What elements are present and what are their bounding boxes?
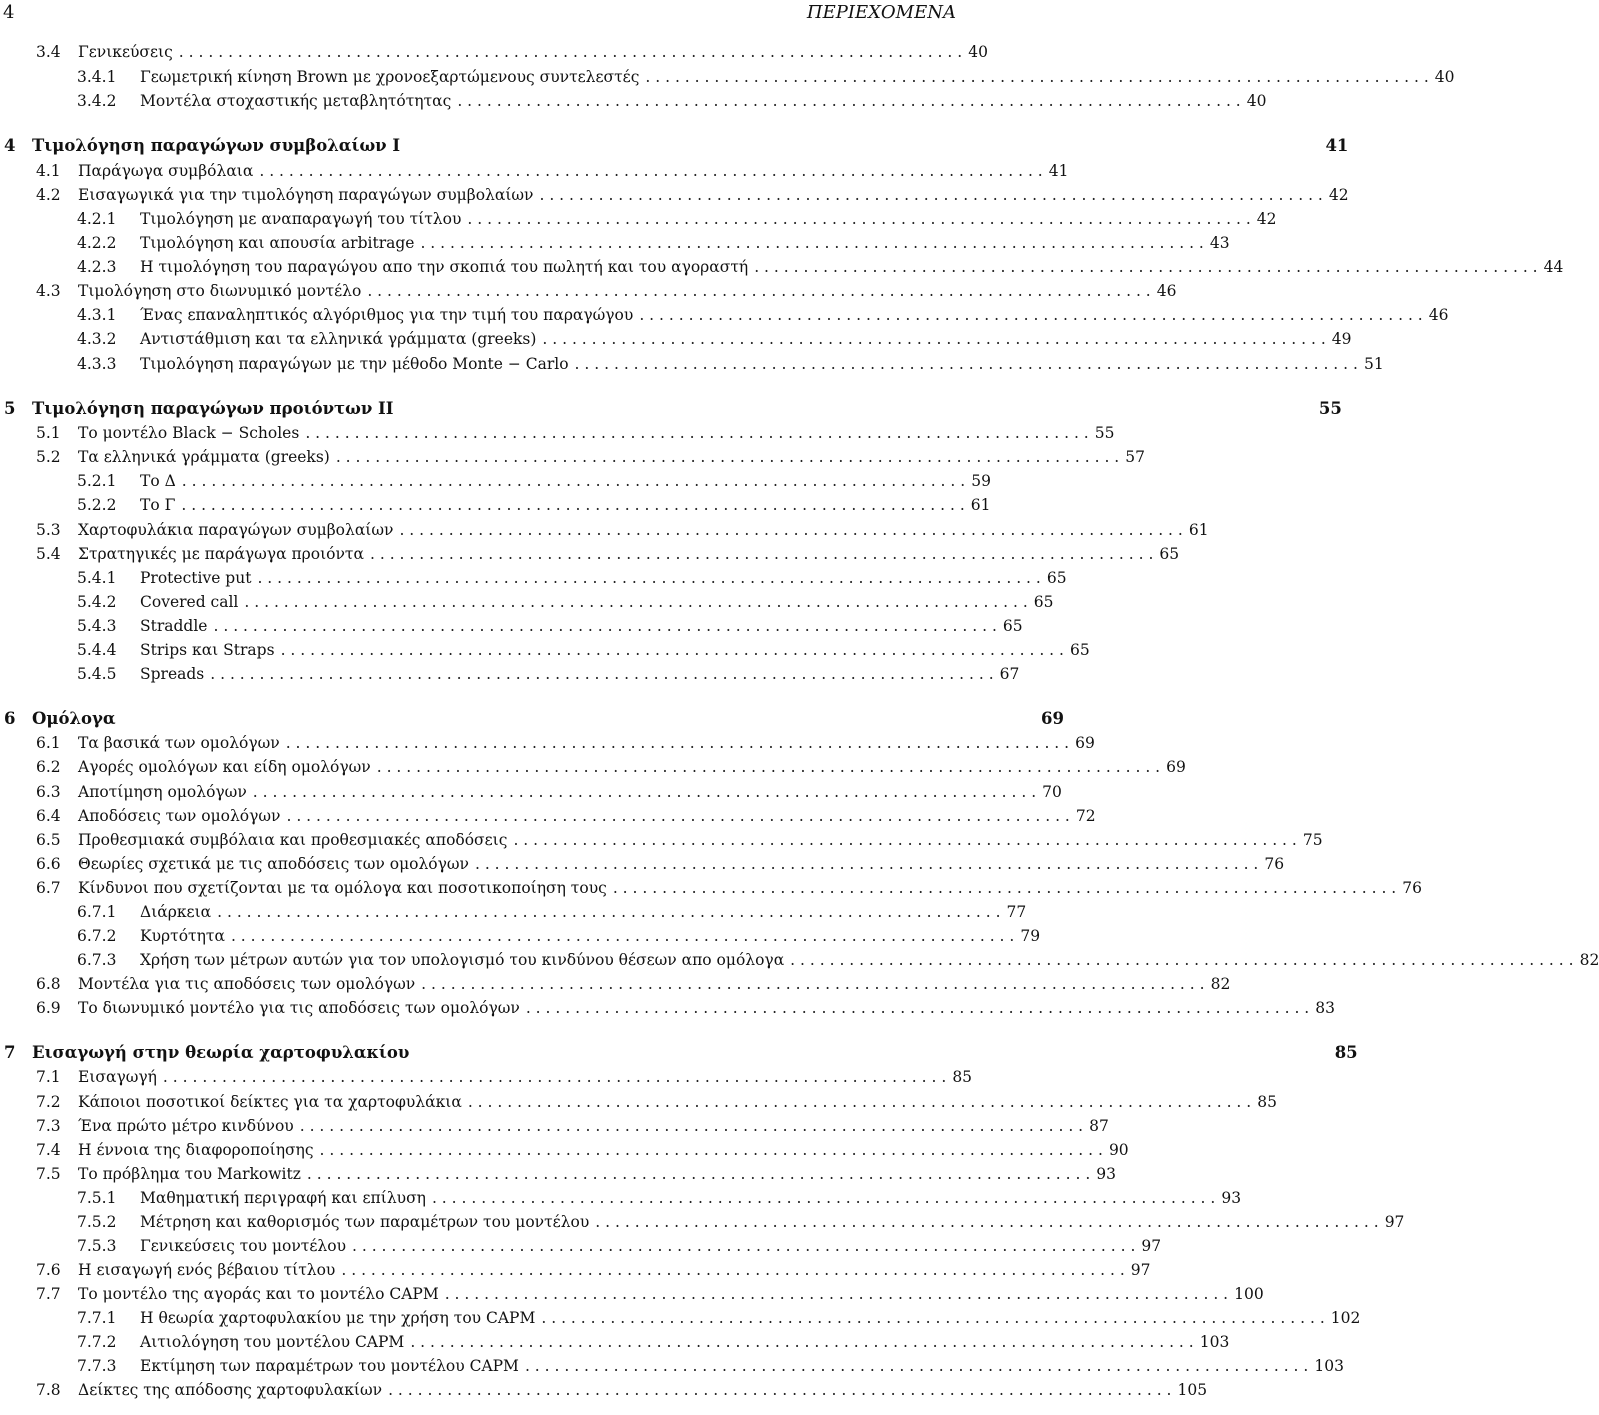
toc-page-number: 105 bbox=[1177, 1381, 1208, 1399]
toc-number: 6.8 bbox=[36, 975, 61, 993]
dot-leader: . . . . . . . . . . . . . . . . . . . . . . . . . . . . . . . . . . . . . . . . . . . . . . . . . . . . . . . . . . . . . . . . . . . . . . . . . . . . . . . . bbox=[467, 1093, 1252, 1111]
toc-number: 5.4 bbox=[36, 545, 61, 563]
toc-page-number: 61 bbox=[1188, 521, 1209, 539]
dot-leader: . . . . . . . . . . . . . . . . . . . . . . . . . . . . . . . . . . . . . . . . . . . . . . . . . . . . . . . . . . . . . . . . . . . . . . . . . . . . . . . . bbox=[525, 999, 1310, 1017]
toc-subsection[interactable] bbox=[77, 256, 1564, 278]
toc-title: Τιμολόγηση με αναπαραγωγή του τίτλου bbox=[140, 210, 462, 228]
toc-page-number: 46 bbox=[1428, 306, 1449, 324]
toc-subsection[interactable] bbox=[77, 1355, 1344, 1377]
dot-leader: . . . . . . . . . . . . . . . . . . . . . . . . . . . . . . . . . . . . . . . . . . . . . . . . . . . . . . . . . . . . . . . . . . . . . . . . . . . . . . . . bbox=[410, 1333, 1194, 1351]
toc-section[interactable] bbox=[36, 781, 1062, 803]
toc-page-number: 65 bbox=[1069, 641, 1090, 659]
toc-number: 7.3 bbox=[36, 1117, 61, 1135]
toc-subsection[interactable] bbox=[77, 470, 991, 492]
dot-leader: . . . . . . . . . . . . . . . . . . . . . . . . . . . . . . . . . . . . . . . . . . . . . . . . . . . . . . . . . . . . . . . . . . . . . . . . . . . . . . . . bbox=[213, 617, 997, 635]
toc-title: Τα βασικά των ομολόγων bbox=[78, 734, 280, 752]
toc-number: 6.5 bbox=[36, 831, 61, 849]
dot-leader: . . . . . . . . . . . . . . . . . . . . . . . . . . . . . . . . . . . . . . . . . . . . . . . . . . . . . . . . . . . . . . . . . . . . . . . . . . . . . . . . bbox=[421, 975, 1205, 993]
toc-number: 5.4.4 bbox=[77, 641, 117, 659]
toc-section[interactable] bbox=[36, 805, 1096, 827]
toc-title: Γενικεύσεις bbox=[78, 43, 173, 61]
dot-leader: . . . . . . . . . . . . . . . . . . . . . . . . . . . . . . . . . . . . . . . . . . . . . . . . . . . . . . . . . . . . . . . . . . . . . . . . . . . . . . . . bbox=[257, 569, 1041, 587]
toc-number: 4 bbox=[4, 136, 16, 155]
toc-number: 5 bbox=[4, 399, 16, 418]
toc-title: Ομόλογα bbox=[32, 709, 116, 728]
toc-section[interactable] bbox=[36, 280, 1177, 302]
toc-page-number: 85 bbox=[1334, 1043, 1358, 1062]
toc-subsection[interactable] bbox=[77, 494, 991, 516]
toc-subsection[interactable] bbox=[77, 1211, 1405, 1233]
toc-title: Κίνδυνοι που σχετίζονται με τα ομόλογα και ποσοτικοποίηση τους bbox=[78, 879, 607, 897]
toc-number: 4.3.1 bbox=[77, 306, 117, 324]
toc-title: Κυρτότητα bbox=[140, 927, 225, 945]
toc-number: 7.7 bbox=[36, 1285, 61, 1303]
dot-leader: . . . . . . . . . . . . . . . . . . . . . . . . . . . . . . . . . . . . . . . . . . . . . . . . . . . . . . . . . . . . . . . . . . . . . . . . . . . . . . . . bbox=[474, 855, 1259, 873]
toc-section[interactable] bbox=[36, 853, 1285, 875]
page-number: 4 bbox=[3, 2, 15, 23]
toc-page-number: 69 bbox=[1166, 758, 1186, 776]
dot-leader: . . . . . . . . . . . . . . . . . . . . . . . . . . . . . . . . . . . . . . . . . . . . . . . . . . . . . . . . . . . . . . . . . . . . . . . . . . . . . . . . bbox=[754, 258, 1538, 276]
toc-chapter[interactable] bbox=[4, 1042, 1358, 1064]
toc-number: 5.3 bbox=[36, 521, 61, 539]
dot-leader: . . . . . . . . . . . . . . . . . . . . . . . . . . . . . . . . . . . . . . . . . . . . . . . . . . . . . . . . . . . . . . . . . . . . . . . . . . . . . . . . bbox=[230, 927, 1015, 945]
toc-subsection[interactable] bbox=[77, 1187, 1242, 1209]
toc-number: 7.5.2 bbox=[77, 1213, 117, 1231]
toc-number: 6.4 bbox=[36, 807, 61, 825]
toc-subsection[interactable] bbox=[77, 66, 1455, 88]
dot-leader: . . . . . . . . . . . . . . . . . . . . . . . . . . . . . . . . . . . . . . . . . . . . . . . . . . . . . . . . . . . . . . . . . . . . . . . . . . . . . . . . bbox=[210, 665, 994, 683]
toc-page-number: 57 bbox=[1125, 448, 1145, 466]
toc-title: Spreads bbox=[140, 665, 205, 683]
toc-subsection[interactable] bbox=[77, 615, 1023, 637]
toc-page-number: 46 bbox=[1156, 282, 1177, 300]
toc-title: Μοντέλα στοχαστικής μεταβλητότητας bbox=[140, 92, 452, 110]
toc-page-number: 85 bbox=[1257, 1093, 1277, 1111]
toc-subsection[interactable] bbox=[77, 328, 1352, 350]
dot-leader: . . . . . . . . . . . . . . . . . . . . . . . . . . . . . . . . . . . . . . . . . . . . . . . . . . . . . . . . . . . . . . . . . . . . . . . . . . . . . . . . bbox=[259, 162, 1043, 180]
toc-section[interactable] bbox=[36, 446, 1145, 468]
toc-title: Το μοντέλο Black − Scholes bbox=[78, 424, 300, 442]
toc-page-number: 82 bbox=[1210, 975, 1231, 993]
toc-page-number: 65 bbox=[1033, 593, 1054, 611]
toc-section[interactable] bbox=[36, 1115, 1109, 1137]
toc-title: Αποτίμηση ομολόγων bbox=[78, 783, 247, 801]
toc-number: 5.2.2 bbox=[77, 496, 117, 514]
toc-page-number: 59 bbox=[971, 472, 991, 490]
dot-leader: . . . . . . . . . . . . . . . . . . . . . . . . . . . . . . . . . . . . . . . . . . . . . . . . . . . . . . . . . . . . . . . . . . . . . . . . . . . . . . . . bbox=[319, 1141, 1103, 1159]
toc-number: 4.3 bbox=[36, 282, 61, 300]
toc-page-number: 79 bbox=[1020, 927, 1041, 945]
toc-title: Τιμολόγηση παραγώγων προιόντων II bbox=[32, 399, 394, 418]
toc-number: 4.2 bbox=[36, 186, 61, 204]
toc-subsection[interactable] bbox=[77, 925, 1041, 947]
toc-page-number: 93 bbox=[1096, 1165, 1117, 1183]
toc-title: Γενικεύσεις του μοντέλου bbox=[140, 1237, 346, 1255]
toc-title: Ένας επαναληπτικός αλγόριθμος για την τιμή του παραγώγου bbox=[140, 306, 634, 324]
running-title: ΠΕΡΙΕΧΟΜΕΝΑ bbox=[806, 2, 956, 23]
toc-title: Χαρτοφυλάκια παραγώγων συμβολαίων bbox=[78, 521, 394, 539]
toc-number: 7.6 bbox=[36, 1261, 61, 1279]
toc-title: Εκτίμηση των παραμέτρων του μοντέλου CAPM bbox=[140, 1357, 519, 1375]
toc-number: 7.7.1 bbox=[77, 1309, 117, 1327]
toc-number: 4.2.3 bbox=[77, 258, 117, 276]
dot-leader: . . . . . . . . . . . . . . . . . . . . . . . . . . . . . . . . . . . . . . . . . . . . . . . . . . . . . . . . . . . . . . . . . . . . . . . . . . . . . . . . bbox=[542, 330, 1326, 348]
toc-number: 3.4.2 bbox=[77, 92, 117, 110]
toc-number: 5.4.5 bbox=[77, 665, 117, 683]
dot-leader: . . . . . . . . . . . . . . . . . . . . . . . . . . . . . . . . . . . . . . . . . . . . . . . . . . . . . . . . . . . . . . . . . . . . . . . . . . . . . . . . bbox=[306, 1165, 1091, 1183]
toc-page-number: 70 bbox=[1042, 783, 1062, 801]
toc-page-number: 97 bbox=[1141, 1237, 1162, 1255]
toc-page-number: 103 bbox=[1199, 1333, 1230, 1351]
toc-section[interactable] bbox=[36, 1259, 1151, 1281]
toc-page-number: 82 bbox=[1579, 951, 1599, 969]
toc-title: Μοντέλα για τις αποδόσεις των ομολόγων bbox=[78, 975, 416, 993]
toc-page-number: 44 bbox=[1543, 258, 1564, 276]
toc-section[interactable] bbox=[36, 1091, 1277, 1113]
toc-title: Γεωμετρική κίνηση Brown με χρονοεξαρτώμενους συντελεστές bbox=[140, 68, 640, 86]
toc-page-number: 76 bbox=[1402, 879, 1422, 897]
toc-title: Τιμολόγηση στο διωνυμικό μοντέλο bbox=[78, 282, 362, 300]
toc-number: 6.3 bbox=[36, 783, 61, 801]
toc-subsection[interactable] bbox=[77, 232, 1230, 254]
toc-title: Τα ελληνικά γράμματα (greeks) bbox=[78, 448, 330, 466]
toc-page-number: 100 bbox=[1234, 1285, 1264, 1303]
dot-leader: . . . . . . . . . . . . . . . . . . . . . . . . . . . . . . . . . . . . . . . . . . . . . . . . . . . . . . . . . . . . . . . . . . . . . . . . . . . . . . . . bbox=[790, 951, 1574, 969]
toc-section[interactable] bbox=[36, 997, 1335, 1019]
dot-leader: . . . . . . . . . . . . . . . . . . . . . . . . . . . . . . . . . . . . . . . . . . . . . . . . . . . . . . . . . . . . . . . . . . . . . . . . . . . . . . . . bbox=[420, 234, 1204, 252]
dot-leader: . . . . . . . . . . . . . . . . . . . . . . . . . . . . . . . . . . . . . . . . . . . . . . . . . . . . . . . . . . . . . . . . . . . . . . . . . . . . . . . . bbox=[285, 734, 1070, 752]
toc-title: Ένα πρώτο μέτρο κινδύνου bbox=[78, 1117, 294, 1135]
toc-section[interactable] bbox=[36, 1283, 1264, 1305]
toc-title: Παράγωγα συμβόλαια bbox=[78, 162, 254, 180]
toc-subsection[interactable] bbox=[77, 663, 1020, 685]
toc-number: 4.3.3 bbox=[77, 355, 117, 373]
toc-subsection[interactable] bbox=[77, 1307, 1361, 1329]
toc-page-number: 69 bbox=[1075, 734, 1095, 752]
toc-number: 6.2 bbox=[36, 758, 61, 776]
dot-leader: . . . . . . . . . . . . . . . . . . . . . . . . . . . . . . . . . . . . . . . . . . . . . . . . . . . . . . . . . . . . . . . . . . . . . . . . . . . . . . . . bbox=[299, 1117, 1084, 1135]
toc-number: 7.5.1 bbox=[77, 1189, 117, 1207]
toc-title: Η εισαγωγή ενός βέβαιου τίτλου bbox=[78, 1261, 336, 1279]
toc-title: Δείκτες της απόδοσης χαρτοφυλακίων bbox=[78, 1381, 383, 1399]
toc-title: Αντιστάθμιση και τα ελληνικά γράμματα (greeks) bbox=[140, 330, 537, 348]
dot-leader: . . . . . . . . . . . . . . . . . . . . . . . . . . . . . . . . . . . . . . . . . . . . . . . . . . . . . . . . . . . . . . . . . . . . . . . . . . . . . . . . bbox=[539, 186, 1323, 204]
toc-number: 7.1 bbox=[36, 1068, 61, 1086]
toc-page-number: 102 bbox=[1330, 1309, 1361, 1327]
toc-section[interactable] bbox=[36, 756, 1186, 778]
toc-section[interactable] bbox=[36, 1139, 1129, 1161]
toc-page-number: 43 bbox=[1209, 234, 1230, 252]
toc-page-number: 97 bbox=[1130, 1261, 1151, 1279]
toc-section[interactable] bbox=[36, 1066, 973, 1088]
toc-page-number: 90 bbox=[1108, 1141, 1129, 1159]
toc-title: Το διωνυμικό μοντέλο για τις αποδόσεις των ομολόγων bbox=[78, 999, 520, 1017]
dot-leader: . . . . . . . . . . . . . . . . . . . . . . . . . . . . . . . . . . . . . . . . . . . . . . . . . . . . . . . . . . . . . . . . . . . . . . . . . . . . . . . . bbox=[341, 1261, 1125, 1279]
toc-page-number: 77 bbox=[1006, 903, 1027, 921]
toc-page-number: 103 bbox=[1314, 1357, 1344, 1375]
toc-page-number: 40 bbox=[1434, 68, 1455, 86]
toc-page-number: 42 bbox=[1328, 186, 1349, 204]
dot-leader: . . . . . . . . . . . . . . . . . . . . . . . . . . . . . . . . . . . . . . . . . . . . . . . . . . . . . . . . . . . . . . . . . . . . . . . . . . . . . . . . bbox=[335, 448, 1120, 466]
toc-number: 6.7.2 bbox=[77, 927, 117, 945]
toc-page-number: 55 bbox=[1318, 399, 1342, 418]
toc-number: 5.4.2 bbox=[77, 593, 117, 611]
dot-leader: . . . . . . . . . . . . . . . . . . . . . . . . . . . . . . . . . . . . . . . . . . . . . . . . . . . . . . . . . . . . . . . . . . . . . . . . . . . . . . . . bbox=[280, 641, 1064, 659]
toc-number: 6 bbox=[4, 709, 16, 728]
toc-page-number: 76 bbox=[1264, 855, 1285, 873]
toc-section[interactable] bbox=[36, 160, 1069, 182]
toc-subsection[interactable] bbox=[77, 304, 1449, 326]
toc-page-number: 42 bbox=[1256, 210, 1277, 228]
dot-leader: . . . . . . . . . . . . . . . . . . . . . . . . . . . . . . . . . . . . . . . . . . . . . . . . . . . . . . . . . . . . . . . . . . . . . . . . . . . . . . . . bbox=[217, 903, 1001, 921]
toc-subsection[interactable] bbox=[77, 208, 1277, 230]
toc-title: Τιμολόγηση παραγώγων συμβολαίων I bbox=[32, 136, 401, 155]
toc-section[interactable] bbox=[36, 422, 1115, 444]
toc-page-number: 87 bbox=[1089, 1117, 1109, 1135]
toc-subsection[interactable] bbox=[77, 90, 1267, 112]
toc-page-number: 41 bbox=[1048, 162, 1069, 180]
dot-leader: . . . . . . . . . . . . . . . . . . . . . . . . . . . . . . . . . . . . . . . . . . . . . . . . . . . . . . . . . . . . . . . . . . . . . . . . . . . . . . . . bbox=[244, 593, 1028, 611]
toc-number: 4.3.2 bbox=[77, 330, 117, 348]
toc-number: 6.7 bbox=[36, 879, 61, 897]
toc-chapter[interactable] bbox=[4, 135, 1349, 157]
toc-title: Η τιμολόγηση του παραγώγου απο την σκοπιά του πωλητή και του αγοραστή bbox=[140, 258, 749, 276]
toc-page-number: 85 bbox=[952, 1068, 973, 1086]
toc-title: Τιμολόγηση και απουσία arbitrage bbox=[140, 234, 415, 252]
toc-page-number: 97 bbox=[1384, 1213, 1405, 1231]
toc-page-number: 83 bbox=[1315, 999, 1335, 1017]
toc-page-number: 65 bbox=[1046, 569, 1067, 587]
toc-section[interactable] bbox=[36, 519, 1209, 541]
toc-subsection[interactable] bbox=[77, 353, 1384, 375]
toc-title: Μαθηματική περιγραφή και επίλυση bbox=[140, 1189, 426, 1207]
toc-page-number: 67 bbox=[999, 665, 1020, 683]
toc-page-number: 75 bbox=[1302, 831, 1323, 849]
toc-subsection[interactable] bbox=[77, 1235, 1162, 1257]
toc-page-number: 72 bbox=[1075, 807, 1096, 825]
toc-section[interactable] bbox=[36, 184, 1349, 206]
dot-leader: . . . . . . . . . . . . . . . . . . . . . . . . . . . . . . . . . . . . . . . . . . . . . . . . . . . . . . . . . . . . . . . . . . . . . . . . . . . . . . . . bbox=[286, 807, 1070, 825]
toc-section[interactable] bbox=[36, 543, 1180, 565]
toc-page-number: 40 bbox=[1246, 92, 1267, 110]
toc-page-number: 65 bbox=[1159, 545, 1180, 563]
dot-leader: . . . . . . . . . . . . . . . . . . . . . . . . . . . . . . . . . . . . . . . . . . . . . . . . . . . . . . . . . . . . . . . . . . . . . . . . . . . . . . . . bbox=[367, 282, 1151, 300]
toc-number: 3.4 bbox=[36, 43, 61, 61]
dot-leader: . . . . . . . . . . . . . . . . . . . . . . . . . . . . . . . . . . . . . . . . . . . . . . . . . . . . . . . . . . . . . . . . . . . . . . . . . . . . . . . . bbox=[595, 1213, 1379, 1231]
toc-subsection[interactable] bbox=[77, 949, 1599, 971]
dot-leader: . . . . . . . . . . . . . . . . . . . . . . . . . . . . . . . . . . . . . . . . . . . . . . . . . . . . . . . . . . . . . . . . . . . . . . . . . . . . . . . . bbox=[612, 879, 1397, 897]
toc-page-number: 49 bbox=[1331, 330, 1352, 348]
toc-title: Προθεσμιακά συμβόλαια και προθεσμιακές αποδόσεις bbox=[78, 831, 508, 849]
toc-title: Μέτρηση και καθορισμός των παραμέτρων του μοντέλου bbox=[140, 1213, 590, 1231]
toc-number: 7.7.2 bbox=[77, 1333, 117, 1351]
toc-section[interactable] bbox=[36, 973, 1231, 995]
toc-page-number: 51 bbox=[1363, 355, 1384, 373]
dot-leader: . . . . . . . . . . . . . . . . . . . . . . . . . . . . . . . . . . . . . . . . . . . . . . . . . . . . . . . . . . . . . . . . . . . . . . . . . . . . . . . . bbox=[513, 831, 1297, 849]
toc-title: Αιτιολόγηση του μοντέλου CAPM bbox=[140, 1333, 405, 1351]
toc-title: Αγορές ομολόγων και είδη ομολόγων bbox=[78, 758, 371, 776]
toc-number: 7.8 bbox=[36, 1381, 61, 1399]
dot-leader: . . . . . . . . . . . . . . . . . . . . . . . . . . . . . . . . . . . . . . . . . . . . . . . . . . . . . . . . . . . . . . . . . . . . . . . . . . . . . . . . bbox=[252, 783, 1037, 801]
toc-number: 6.7.3 bbox=[77, 951, 117, 969]
dot-leader: . . . . . . . . . . . . . . . . . . . . . . . . . . . . . . . . . . . . . . . . . . . . . . . . . . . . . . . . . . . . . . . . . . . . . . . . . . . . . . . . bbox=[178, 43, 963, 61]
toc-title: Straddle bbox=[140, 617, 208, 635]
dot-leader: . . . . . . . . . . . . . . . . . . . . . . . . . . . . . . . . . . . . . . . . . . . . . . . . . . . . . . . . . . . . . . . . . . . . . . . . . . . . . . . . bbox=[388, 1381, 1172, 1399]
dot-leader: . . . . . . . . . . . . . . . . . . . . . . . . . . . . . . . . . . . . . . . . . . . . . . . . . . . . . . . . . . . . . . . . . . . . . . . . . . . . . . . . bbox=[431, 1189, 1216, 1207]
toc-title: Εισαγωγή στην θεωρία χαρτοφυλακίου bbox=[32, 1043, 410, 1062]
toc-title: Χρήση των μέτρων αυτών για τον υπολογισμό του κινδύνου θέσεων απο ομόλογα bbox=[140, 951, 785, 969]
toc-number: 7.5 bbox=[36, 1165, 61, 1183]
toc-number: 6.6 bbox=[36, 855, 61, 873]
toc-title: Αποδόσεις των ομολόγων bbox=[78, 807, 281, 825]
toc-section[interactable] bbox=[36, 41, 988, 63]
toc-page-number: 69 bbox=[1040, 709, 1064, 728]
toc-number: 6.7.1 bbox=[77, 903, 117, 921]
dot-leader: . . . . . . . . . . . . . . . . . . . . . . . . . . . . . . . . . . . . . . . . . . . . . . . . . . . . . . . . . . . . . . . . . . . . . . . . . . . . . . . . bbox=[369, 545, 1154, 563]
toc-title: Στρατηγικές με παράγωγα προιόντα bbox=[78, 545, 364, 563]
dot-leader: . . . . . . . . . . . . . . . . . . . . . . . . . . . . . . . . . . . . . . . . . . . . . . . . . . . . . . . . . . . . . . . . . . . . . . . . . . . . . . . . bbox=[574, 355, 1358, 373]
dot-leader: . . . . . . . . . . . . . . . . . . . . . . . . . . . . . . . . . . . . . . . . . . . . . . . . . . . . . . . . . . . . . . . . . . . . . . . . . . . . . . . . bbox=[639, 306, 1423, 324]
dot-leader: . . . . . . . . . . . . . . . . . . . . . . . . . . . . . . . . . . . . . . . . . . . . . . . . . . . . . . . . . . . . . . . . . . . . . . . . . . . . . . . . bbox=[541, 1309, 1325, 1327]
toc-section[interactable] bbox=[36, 1379, 1208, 1401]
toc-section[interactable] bbox=[36, 829, 1323, 851]
dot-leader: . . . . . . . . . . . . . . . . . . . . . . . . . . . . . . . . . . . . . . . . . . . . . . . . . . . . . . . . . . . . . . . . . . . . . . . . . . . . . . . . bbox=[399, 521, 1183, 539]
toc-title: Protective put bbox=[140, 569, 252, 587]
toc-page-number: 93 bbox=[1221, 1189, 1242, 1207]
toc-title: Η θεωρία χαρτοφυλακίου με την χρήση του CAPM bbox=[140, 1309, 536, 1327]
toc-number: 7.2 bbox=[36, 1093, 61, 1111]
dot-leader: . . . . . . . . . . . . . . . . . . . . . . . . . . . . . . . . . . . . . . . . . . . . . . . . . . . . . . . . . . . . . . . . . . . . . . . . . . . . . . . . bbox=[457, 92, 1241, 110]
toc-title: Εισαγωγικά για την τιμολόγηση παραγώγων συμβολαίων bbox=[78, 186, 534, 204]
toc-title: Θεωρίες σχετικά με τις αποδόσεις των ομολόγων bbox=[78, 855, 469, 873]
toc-section[interactable] bbox=[36, 732, 1095, 754]
dot-leader: . . . . . . . . . . . . . . . . . . . . . . . . . . . . . . . . . . . . . . . . . . . . . . . . . . . . . . . . . . . . . . . . . . . . . . . . . . . . . . . . bbox=[352, 1237, 1136, 1255]
toc-page-number: 65 bbox=[1002, 617, 1023, 635]
toc-number: 3.4.1 bbox=[77, 68, 117, 86]
toc-page-number: 55 bbox=[1094, 424, 1115, 442]
toc-page-number: 41 bbox=[1325, 136, 1349, 155]
dot-leader: . . . . . . . . . . . . . . . . . . . . . . . . . . . . . . . . . . . . . . . . . . . . . . . . . . . . . . . . . . . . . . . . . . . . . . . . . . . . . . . . bbox=[444, 1285, 1229, 1303]
dot-leader: . . . . . . . . . . . . . . . . . . . . . . . . . . . . . . . . . . . . . . . . . . . . . . . . . . . . . . . . . . . . . . . . . . . . . . . . . . . . . . . . bbox=[524, 1357, 1309, 1375]
toc-number: 7.4 bbox=[36, 1141, 61, 1159]
toc-title: Κάποιοι ποσοτικοί δείκτες για τα χαρτοφυλάκια bbox=[78, 1093, 462, 1111]
toc-title: Διάρκεια bbox=[140, 903, 212, 921]
toc-number: 7.7.3 bbox=[77, 1357, 117, 1375]
toc-subsection[interactable] bbox=[77, 639, 1090, 661]
toc-number: 5.1 bbox=[36, 424, 61, 442]
toc-page-number: 61 bbox=[970, 496, 991, 514]
toc-number: 4.2.2 bbox=[77, 234, 117, 252]
toc-chapter[interactable] bbox=[4, 398, 1342, 420]
toc-subsection[interactable] bbox=[77, 567, 1067, 589]
toc-number: 7.5.3 bbox=[77, 1237, 117, 1255]
toc-title: Το Γ bbox=[140, 496, 176, 514]
toc-number: 4.2.1 bbox=[77, 210, 117, 228]
toc-title: Το πρόβλημα του Markowitz bbox=[78, 1165, 301, 1183]
toc-title: Εισαγωγή bbox=[78, 1068, 157, 1086]
dot-leader: . . . . . . . . . . . . . . . . . . . . . . . . . . . . . . . . . . . . . . . . . . . . . . . . . . . . . . . . . . . . . . . . . . . . . . . . . . . . . . . . bbox=[181, 496, 965, 514]
toc-number: 6.9 bbox=[36, 999, 61, 1017]
toc-number: 5.4.3 bbox=[77, 617, 117, 635]
toc-title: Τιμολόγηση παραγώγων με την μέθοδο Monte − Carlo bbox=[140, 355, 569, 373]
toc-title: Covered call bbox=[140, 593, 239, 611]
toc-number: 5.2 bbox=[36, 448, 61, 466]
dot-leader: . . . . . . . . . . . . . . . . . . . . . . . . . . . . . . . . . . . . . . . . . . . . . . . . . . . . . . . . . . . . . . . . . . . . . . . . . . . . . . . . bbox=[305, 424, 1089, 442]
toc-title: Strips και Straps bbox=[140, 641, 275, 659]
toc-section[interactable] bbox=[36, 1163, 1117, 1185]
dot-leader: . . . . . . . . . . . . . . . . . . . . . . . . . . . . . . . . . . . . . . . . . . . . . . . . . . . . . . . . . . . . . . . . . . . . . . . . . . . . . . . . bbox=[181, 472, 966, 490]
toc-number: 5.2.1 bbox=[77, 472, 117, 490]
toc-title: Η έννοια της διαφοροποίησης bbox=[78, 1141, 314, 1159]
toc-page-number: 40 bbox=[968, 43, 988, 61]
dot-leader: . . . . . . . . . . . . . . . . . . . . . . . . . . . . . . . . . . . . . . . . . . . . . . . . . . . . . . . . . . . . . . . . . . . . . . . . . . . . . . . . bbox=[645, 68, 1429, 86]
toc-section[interactable] bbox=[36, 877, 1422, 899]
toc-number: 4.1 bbox=[36, 162, 61, 180]
toc-subsection[interactable] bbox=[77, 1331, 1230, 1353]
dot-leader: . . . . . . . . . . . . . . . . . . . . . . . . . . . . . . . . . . . . . . . . . . . . . . . . . . . . . . . . . . . . . . . . . . . . . . . . . . . . . . . . bbox=[162, 1068, 947, 1086]
toc-chapter[interactable] bbox=[4, 708, 1064, 730]
dot-leader: . . . . . . . . . . . . . . . . . . . . . . . . . . . . . . . . . . . . . . . . . . . . . . . . . . . . . . . . . . . . . . . . . . . . . . . . . . . . . . . . bbox=[467, 210, 1251, 228]
toc-number: 6.1 bbox=[36, 734, 61, 752]
toc-subsection[interactable] bbox=[77, 901, 1027, 923]
toc-number: 5.4.1 bbox=[77, 569, 117, 587]
toc-number: 7 bbox=[4, 1043, 16, 1062]
toc-title: Το Δ bbox=[140, 472, 176, 490]
toc-title: Το μοντέλο της αγοράς και το μοντέλο CAPM bbox=[78, 1285, 439, 1303]
dot-leader: . . . . . . . . . . . . . . . . . . . . . . . . . . . . . . . . . . . . . . . . . . . . . . . . . . . . . . . . . . . . . . . . . . . . . . . . . . . . . . . . bbox=[376, 758, 1161, 776]
toc-subsection[interactable] bbox=[77, 591, 1054, 613]
